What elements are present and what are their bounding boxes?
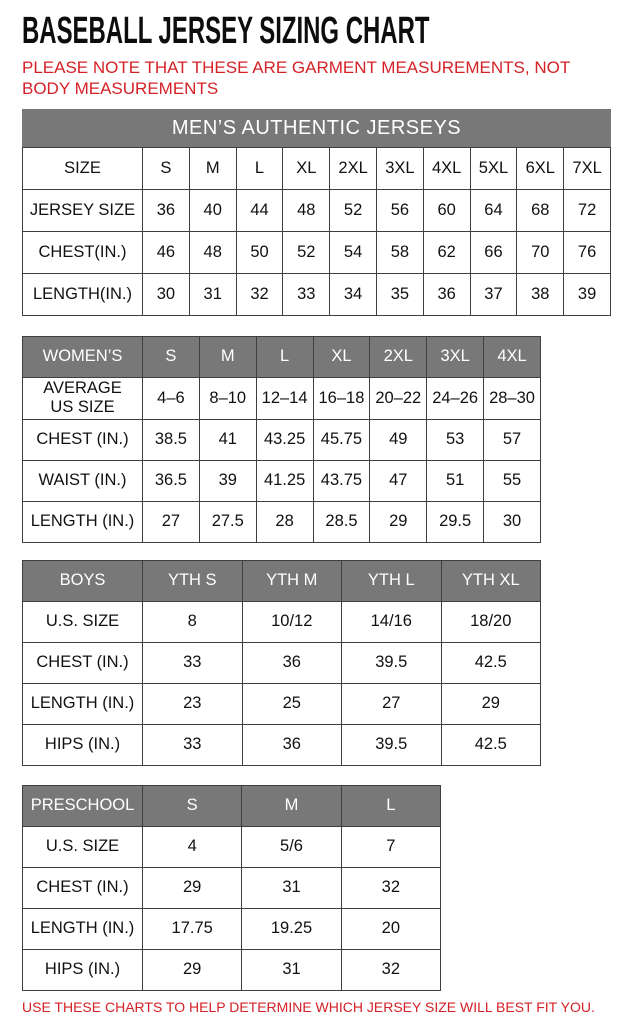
measurement-value: 32	[341, 949, 440, 990]
measurement-value: 60	[423, 190, 470, 232]
measurement-value: 27.5	[199, 501, 256, 542]
table-row	[23, 148, 611, 190]
measurement-value: 2XL	[330, 148, 377, 190]
measurement-value: 48	[189, 232, 236, 274]
table-header-row	[23, 785, 441, 826]
measurement-value: S	[143, 148, 190, 190]
measurement-value: 68	[517, 190, 564, 232]
size-column-header: 2XL	[370, 337, 427, 378]
measurement-value: 53	[427, 419, 484, 460]
table-row	[23, 826, 441, 867]
measurement-value: 10/12	[242, 601, 342, 642]
garment-measurements-note: PLEASE NOTE THAT THESE ARE GARMENT MEASUREMENTS, NOT BODY MEASUREMENTS	[22, 58, 570, 98]
row-label: WAIST (IN.)	[23, 460, 143, 501]
measurement-value: 28–30	[484, 378, 541, 420]
row-label: HIPS (IN.)	[23, 949, 143, 990]
measurement-value: 14/16	[342, 601, 442, 642]
measurement-value: 7	[341, 826, 440, 867]
size-column-header: 4XL	[484, 337, 541, 378]
measurement-value: 56	[376, 190, 423, 232]
measurement-value: 5/6	[242, 826, 341, 867]
size-column-header: YTH M	[242, 560, 342, 601]
measurement-value: 32	[236, 274, 283, 316]
measurement-value: 55	[484, 460, 541, 501]
size-column-header: L	[256, 337, 313, 378]
size-column-header: XL	[313, 337, 370, 378]
measurement-value: 41	[199, 419, 256, 460]
measurement-value: 34	[330, 274, 377, 316]
size-column-header: YTH XL	[441, 560, 541, 601]
table-row	[23, 378, 541, 420]
measurement-value: 62	[423, 232, 470, 274]
measurement-value: 23	[143, 683, 243, 724]
mens-authentic-jerseys-banner: MEN’S AUTHENTIC JERSEYS	[22, 109, 611, 147]
measurement-value: 4	[143, 826, 242, 867]
measurement-value: 20–22	[370, 378, 427, 420]
measurement-value: 35	[376, 274, 423, 316]
table-row	[23, 949, 441, 990]
measurement-value: 28.5	[313, 501, 370, 542]
size-column-header: S	[143, 337, 200, 378]
measurement-value: 33	[143, 724, 243, 765]
measurement-value: 43.75	[313, 460, 370, 501]
measurement-value: 4–6	[143, 378, 200, 420]
row-label: CHEST (IN.)	[23, 419, 143, 460]
measurement-value: 12–14	[256, 378, 313, 420]
measurement-value: 20	[341, 908, 440, 949]
measurement-value: L	[236, 148, 283, 190]
measurement-value: 51	[427, 460, 484, 501]
measurement-value: 32	[341, 867, 440, 908]
measurement-value: 16–18	[313, 378, 370, 420]
measurement-value: 36	[242, 724, 342, 765]
table-row	[23, 642, 541, 683]
measurement-value: 29.5	[427, 501, 484, 542]
row-label: CHEST (IN.)	[23, 867, 143, 908]
measurement-value: 29	[370, 501, 427, 542]
table-row	[23, 601, 541, 642]
page-title: BASEBALL JERSEY SIZING CHART	[22, 10, 430, 52]
measurement-value: 6XL	[517, 148, 564, 190]
size-column-header: S	[143, 785, 242, 826]
measurement-value: 31	[189, 274, 236, 316]
measurement-value: 30	[143, 274, 190, 316]
measurement-value: 28	[256, 501, 313, 542]
row-label: CHEST (IN.)	[23, 642, 143, 683]
measurement-value: 39.5	[342, 642, 442, 683]
measurement-value: 30	[484, 501, 541, 542]
measurement-value: 24–26	[427, 378, 484, 420]
measurement-value: 38	[517, 274, 564, 316]
row-label: U.S. SIZE	[23, 601, 143, 642]
row-label: CHEST(IN.)	[23, 232, 143, 274]
preschool-sizing-table	[22, 785, 441, 991]
measurement-value: 72	[564, 190, 611, 232]
measurement-value: 66	[470, 232, 517, 274]
measurement-value: 5XL	[470, 148, 517, 190]
measurement-value: 42.5	[441, 724, 541, 765]
table-header-row	[23, 337, 541, 378]
size-column-header: L	[341, 785, 440, 826]
measurement-value: M	[189, 148, 236, 190]
measurement-value: 49	[370, 419, 427, 460]
header-label: PRESCHOOL	[23, 785, 143, 826]
measurement-value: 8–10	[199, 378, 256, 420]
measurement-value: 37	[470, 274, 517, 316]
size-column-header: M	[242, 785, 341, 826]
measurement-value: 48	[283, 190, 330, 232]
row-label: SIZE	[23, 148, 143, 190]
measurement-value: 4XL	[423, 148, 470, 190]
measurement-value: 41.25	[256, 460, 313, 501]
measurement-value: 36	[242, 642, 342, 683]
measurement-value: 50	[236, 232, 283, 274]
measurement-value: 3XL	[376, 148, 423, 190]
measurement-value: 40	[189, 190, 236, 232]
measurement-value: 39	[564, 274, 611, 316]
mens-sizing-table	[22, 147, 611, 316]
measurement-value: 52	[330, 190, 377, 232]
measurement-value: 45.75	[313, 419, 370, 460]
row-label: HIPS (IN.)	[23, 724, 143, 765]
measurement-value: 46	[143, 232, 190, 274]
measurement-value: 39	[199, 460, 256, 501]
table-row	[23, 274, 611, 316]
measurement-value: 43.25	[256, 419, 313, 460]
measurement-value: 52	[283, 232, 330, 274]
size-column-header: 3XL	[427, 337, 484, 378]
measurement-value: 44	[236, 190, 283, 232]
boys-sizing-table	[22, 560, 541, 766]
table-row	[23, 501, 541, 542]
row-label: LENGTH (IN.)	[23, 501, 143, 542]
measurement-value: XL	[283, 148, 330, 190]
measurement-value: 36	[143, 190, 190, 232]
size-column-header: M	[199, 337, 256, 378]
row-label: JERSEY SIZE	[23, 190, 143, 232]
measurement-value: 64	[470, 190, 517, 232]
sizing-chart-page	[22, 12, 611, 1015]
measurement-value: 70	[517, 232, 564, 274]
measurement-value: 38.5	[143, 419, 200, 460]
row-label: LENGTH (IN.)	[23, 908, 143, 949]
size-column-header: YTH S	[143, 560, 243, 601]
measurement-value: 8	[143, 601, 243, 642]
measurement-value: 57	[484, 419, 541, 460]
measurement-value: 29	[143, 949, 242, 990]
row-label: LENGTH (IN.)	[23, 683, 143, 724]
table-header-row	[23, 560, 541, 601]
row-label: LENGTH(IN.)	[23, 274, 143, 316]
measurement-value: 7XL	[564, 148, 611, 190]
measurement-value: 29	[441, 683, 541, 724]
measurement-value: 76	[564, 232, 611, 274]
table-row	[23, 460, 541, 501]
table-row	[23, 867, 441, 908]
measurement-value: 33	[143, 642, 243, 683]
table-row	[23, 724, 541, 765]
measurement-value: 36	[423, 274, 470, 316]
fit-advice-footer: USE THESE CHARTS TO HELP DETERMINE WHICH JERSEY SIZE WILL BEST FIT YOU.	[22, 998, 595, 1015]
measurement-value: 17.75	[143, 908, 242, 949]
table-row	[23, 419, 541, 460]
measurement-value: 27	[342, 683, 442, 724]
measurement-value: 58	[376, 232, 423, 274]
table-row	[23, 683, 541, 724]
measurement-value: 19.25	[242, 908, 341, 949]
table-row	[23, 908, 441, 949]
table-row	[23, 190, 611, 232]
measurement-value: 36.5	[143, 460, 200, 501]
measurement-value: 42.5	[441, 642, 541, 683]
measurement-value: 27	[143, 501, 200, 542]
row-label: AVERAGE US SIZE	[23, 378, 143, 420]
measurement-value: 54	[330, 232, 377, 274]
womens-sizing-table	[22, 336, 541, 543]
row-label: U.S. SIZE	[23, 826, 143, 867]
header-label: WOMEN’S	[23, 337, 143, 378]
size-column-header: YTH L	[342, 560, 442, 601]
measurement-value: 47	[370, 460, 427, 501]
header-label: BOYS	[23, 560, 143, 601]
table-row	[23, 232, 611, 274]
measurement-value: 33	[283, 274, 330, 316]
measurement-value: 29	[143, 867, 242, 908]
measurement-value: 39.5	[342, 724, 442, 765]
measurement-value: 31	[242, 867, 341, 908]
measurement-value: 31	[242, 949, 341, 990]
measurement-value: 18/20	[441, 601, 541, 642]
measurement-value: 25	[242, 683, 342, 724]
